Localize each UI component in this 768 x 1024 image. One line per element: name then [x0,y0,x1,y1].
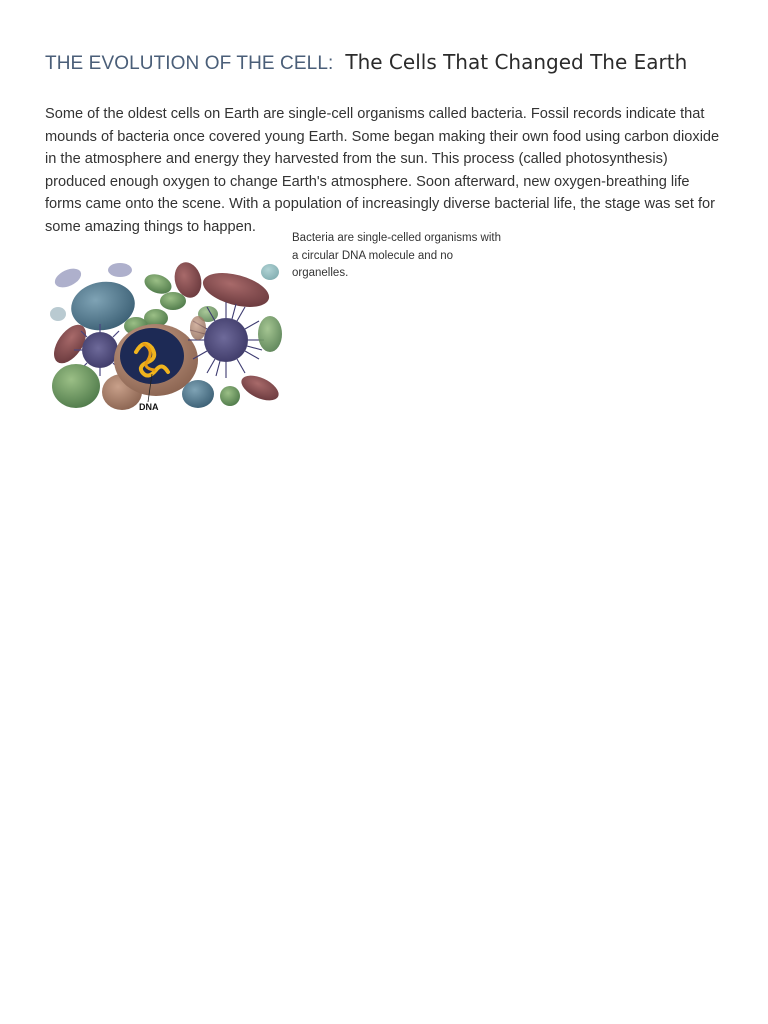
figure-caption: Bacteria are single-celled organisms with a circular DNA molecule and no organelles. [292,232,502,279]
page-title-row [45,50,687,75]
dna-label: DNA [139,402,159,412]
page-subtitle: The Cells That Changed The Earth [345,50,688,74]
page-title: THE EVOLUTION OF THE CELL: [45,53,334,74]
intro-paragraph: Some of the oldest cells on Earth are single-cell organisms called bacteria. Fossil records indicate that mounds of bacteria once covered young Earth. Some began making their own food using carbon dioxide in the atmosphere and energy they harvested from the sun. This process (called photosynthesis) produced enough oxygen to change Earth's atmosphere. Soon afterward, new oxygen-breathing life forms came onto the scene. With a population of increasingly diverse bacterial life, the stage was set for some amazing things to happen. [45,106,720,235]
bacteria-illustration [48,256,284,416]
